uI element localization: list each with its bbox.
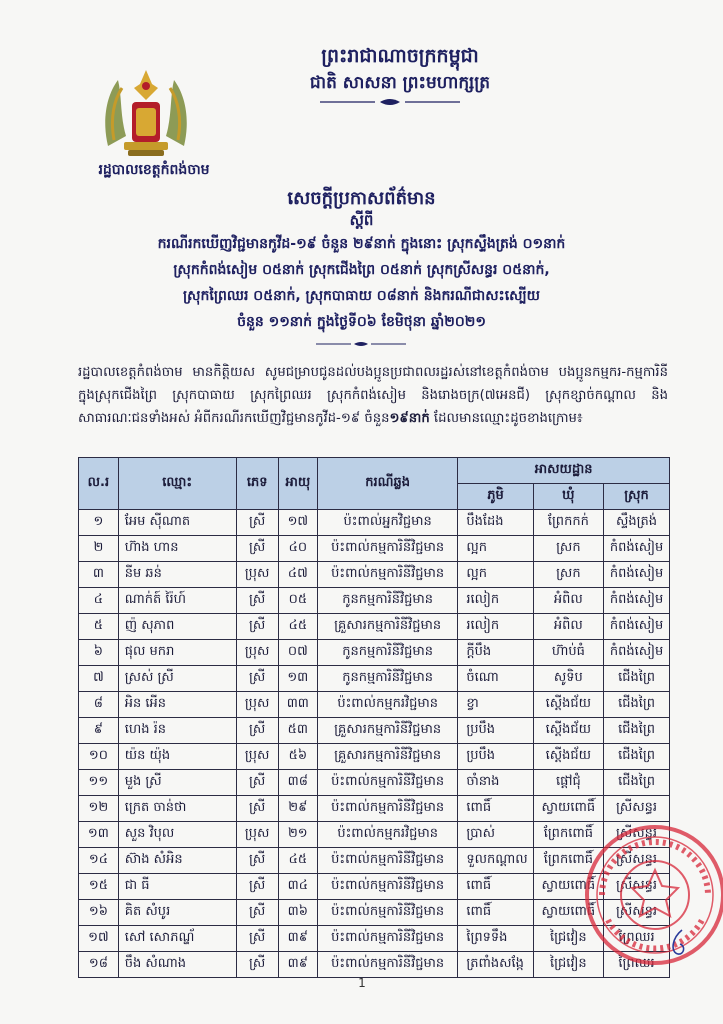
cell-village: ចំណោ (458, 666, 533, 692)
cell-age: ២៩ (278, 796, 317, 822)
cell-sex: ប្រុស (236, 640, 278, 666)
cell-commune: ផ្តៅជុំ (533, 770, 603, 796)
cell-commune: សូទិប (533, 666, 603, 692)
cell-sex: ស្រី (236, 952, 278, 978)
cell-case: ប៉ះពាល់កម្មករវិជ្ជមាន (317, 692, 457, 718)
table-row (79, 744, 670, 770)
header-district: ស្រុក (604, 484, 670, 510)
cell-no: ៩ (79, 718, 119, 744)
cell-commune: ស្រក (533, 562, 603, 588)
issuing-authority: រដ្ឋបាលខេត្តកំពង់ចាម (98, 162, 210, 178)
cell-no: ១៣ (79, 822, 119, 848)
cell-case: ប៉ះពាល់កម្មការិនីវិជ្ជមាន (317, 536, 457, 562)
cell-district: កំពង់សៀម (604, 640, 670, 666)
national-motto: ជាតិ សាសនា ព្រះមហាក្សត្រ (309, 73, 491, 93)
header-village: ភូមិ (458, 484, 533, 510)
cell-age: ១៣ (278, 666, 317, 692)
cell-age: ៤៧ (278, 562, 317, 588)
cell-name: គិត សំបូរ (118, 900, 236, 926)
cell-no: ១៦ (79, 900, 119, 926)
intro-paragraph (78, 361, 668, 430)
cell-no: ១០ (79, 744, 119, 770)
cell-age: ៤៥ (278, 614, 317, 640)
cell-district: ស្រីសន្ធរ (604, 874, 670, 900)
cell-age: ៤៥ (278, 848, 317, 874)
cell-village: ពោធិ៍ (458, 900, 533, 926)
cell-village: រលៀក (458, 614, 533, 640)
kingdom-heading: ព្រះរាជាណាចក្រកម្ពុជា (321, 45, 479, 67)
cell-village: ខ្វា (458, 692, 533, 718)
cell-age: ២១ (278, 822, 317, 848)
cell-village: ប្របឹង (458, 718, 533, 744)
cell-commune: អំពិល (533, 614, 603, 640)
cell-commune: អំពិល (533, 588, 603, 614)
cell-commune: ស្រក (533, 536, 603, 562)
cell-commune: ស្វាយពោធិ៍ (533, 874, 603, 900)
table-row (79, 718, 670, 744)
cell-case: ប៉ះពាល់អ្នកវិជ្ជមាន (317, 510, 457, 536)
cell-commune: ស្វាយពោធិ៍ (533, 900, 603, 926)
cell-sex: ប្រុស (236, 744, 278, 770)
cell-village: ប្រាស់ (458, 822, 533, 848)
cell-age: ៣៦ (278, 900, 317, 926)
royal-emblem-icon (98, 66, 194, 160)
cell-name: អែម ស៊ីណាត (118, 510, 236, 536)
cell-age: ១៧ (278, 510, 317, 536)
subject-line: ចំនួន ១១នាក់ ក្នុងថ្ងៃទី០៦ ខែមិថុនា ឆ្នាំ២០២១ (237, 314, 486, 330)
cell-name: ជា ធី (118, 874, 236, 900)
cell-case: គ្រួសារកម្មការិនីវិជ្ជមាន (317, 718, 457, 744)
cell-case: ប៉ះពាល់កម្មការិនីវិជ្ជមាន (317, 848, 457, 874)
cell-name: ញ៉ សុភាព (118, 614, 236, 640)
intro-text-end: ដែលមានឈ្មោះដូចខាងក្រោម៖ (429, 411, 583, 427)
cell-age: ៥៣ (278, 718, 317, 744)
cell-no: ៨ (79, 692, 119, 718)
cell-no: ១១ (79, 770, 119, 796)
cell-no: ១៧ (79, 926, 119, 952)
intro-text: រដ្ឋបាលខេត្តកំពង់ចាម មានកិត្តិយស សូមជម្រាបជូនដល់បងប្អូនប្រជាពលរដ្ឋរស់នៅខេត្តកំពង់ចាម បងប្អូនកម្មករ-កម្មការិនីក្នុងស្រុកជើងព្រៃ ស្រុកបាធាយ ស្រុកព្រៃឈរ ស្រុកកំពង់សៀម និងរោងចក្រ(៧អេនជី) ស្រុកខ្សាច់កណ្តាល និងសាធារណៈជនទាំងអស់ អំពីករណីរកឃើញវិជ្ជមានកូវីដ-១៩ ចំនួន (78, 365, 668, 427)
cell-no: ៣ (79, 562, 119, 588)
cell-village: ពោធិ៍ (458, 874, 533, 900)
header-age: អាយុ (278, 458, 317, 510)
table-row (79, 666, 670, 692)
table-header-row (79, 458, 670, 484)
official-seal-icon (580, 820, 723, 970)
cell-district: ជើងព្រៃ (604, 744, 670, 770)
cell-no: ១៥ (79, 874, 119, 900)
table-row (79, 692, 670, 718)
cell-commune: ព្រែកកក់ (533, 510, 603, 536)
cell-district: ស្រីសន្ធរ (604, 848, 670, 874)
cell-name: មួង ស្រី (118, 770, 236, 796)
header-no: ល.រ (79, 458, 119, 510)
cell-district: ព្រៃឈរ (604, 926, 670, 952)
cell-commune: ស្តើងជ័យ (533, 718, 603, 744)
cell-commune: ហ៊ាប់ធំ (533, 640, 603, 666)
header-address: អាសយដ្ឋាន (458, 458, 670, 484)
cell-age: ៣៨ (278, 770, 317, 796)
cell-case: កូនកម្មការិនីវិជ្ជមាន (317, 640, 457, 666)
cell-age: ០៥ (278, 588, 317, 614)
cell-no: ២ (79, 536, 119, 562)
header-name: ឈ្មោះ (118, 458, 236, 510)
cell-district: កំពង់សៀម (604, 536, 670, 562)
cell-case: ប៉ះពាល់កម្មការិនីវិជ្ជមាន (317, 562, 457, 588)
cell-no: ៦ (79, 640, 119, 666)
cell-sex: ប្រុស (236, 692, 278, 718)
cell-name: ណាក់ត៍ រ៉ៃហ៍ (118, 588, 236, 614)
table-row (79, 614, 670, 640)
signature-mark-icon (668, 928, 690, 958)
cell-district: ជើងព្រៃ (604, 692, 670, 718)
cell-case: ប៉ះពាល់កម្មការិនីវិជ្ជមាន (317, 796, 457, 822)
subject-label: ស្តីពី (349, 211, 374, 229)
cell-district: កំពង់សៀម (604, 562, 670, 588)
cell-village: ប្របឹង (458, 744, 533, 770)
cell-village: ចាំនាង (458, 770, 533, 796)
cell-district: កំពង់សៀម (604, 588, 670, 614)
cell-commune: ស្តើងជ័យ (533, 744, 603, 770)
cell-name: ក្រេត ចាន់ថា (118, 796, 236, 822)
cell-no: ១៨ (79, 952, 119, 978)
cell-name: សៅ សោភណ្ឌ័ (118, 926, 236, 952)
cell-case: កូនកម្មការិនីវិជ្ជមាន (317, 666, 457, 692)
cell-district: ជើងព្រៃ (604, 718, 670, 744)
cell-sex: ស្រី (236, 536, 278, 562)
cell-sex: ស្រី (236, 718, 278, 744)
cell-no: ១ (79, 510, 119, 536)
cell-case: គ្រួសារកម្មការិនីវិជ្ជមាន (317, 744, 457, 770)
intro-count-highlight: ១៩នាក់ (389, 411, 430, 427)
cell-name: ហេង រ៉ន (118, 718, 236, 744)
cell-district: ព្រៃឈរ (604, 952, 670, 978)
cell-no: ១៤ (79, 848, 119, 874)
cell-age: ៣៩ (278, 926, 317, 952)
cell-case: ប៉ះពាល់កម្មការិនីវិជ្ជមាន (317, 770, 457, 796)
cell-case: ប៉ះពាល់កម្មការិនីវិជ្ជមាន (317, 952, 457, 978)
cell-name: សួន វិបុល (118, 822, 236, 848)
cell-commune: ព្រែកពោធិ៍ (533, 848, 603, 874)
cell-no: ៤ (79, 588, 119, 614)
cell-district: ស្រីសន្ធរ (604, 900, 670, 926)
cell-name: ផុល មករា (118, 640, 236, 666)
table-row (79, 562, 670, 588)
cell-name: អិន អើន (118, 692, 236, 718)
cell-commune: ជ្រៃវៀន (533, 926, 603, 952)
header-case: ករណីឆ្លង (317, 458, 457, 510)
cell-age: ៣៩ (278, 952, 317, 978)
table-row (79, 770, 670, 796)
subject-line: ករណីរកឃើញវិជ្ជមានកូវីដ-១៩ ចំនួន ២៩នាក់ ក្នុងនោះ ស្រុកស្ទឹងត្រង់ ០១នាក់ (157, 236, 566, 252)
cell-sex: ស្រី (236, 874, 278, 900)
cell-sex: ស្រី (236, 510, 278, 536)
table-row (79, 588, 670, 614)
cell-case: គ្រួសារកម្មការិនីវិជ្ជមាន (317, 614, 457, 640)
cell-sex: ស្រី (236, 926, 278, 952)
cell-name: ស៊ាង សំអិន (118, 848, 236, 874)
cell-sex: ប្រុស (236, 822, 278, 848)
cell-district: ជើងព្រៃ (604, 666, 670, 692)
cell-village: ក្តីបឹង (458, 640, 533, 666)
cell-village: ព្រៃទទឹង (458, 926, 533, 952)
cell-sex: ស្រី (236, 614, 278, 640)
cell-age: ៥៦ (278, 744, 317, 770)
cell-name: ស្រស់ ស្រី (118, 666, 236, 692)
cell-sex: ស្រី (236, 848, 278, 874)
cell-commune: ជ្រៃវៀន (533, 952, 603, 978)
cell-village: ត្រពាំងសង្កែ (458, 952, 533, 978)
cell-name: នីម ឆន់ (118, 562, 236, 588)
table-row (79, 536, 670, 562)
cell-case: ប៉ះពាល់កម្មការិនីវិជ្ជមាន (317, 900, 457, 926)
cell-name: ចឹង សំណាង (118, 952, 236, 978)
cell-village: ល្អក (458, 562, 533, 588)
cell-case: ប៉ះពាល់កម្មការិនីវិជ្ជមាន (317, 874, 457, 900)
cell-no: ៥ (79, 614, 119, 640)
cell-name: ហ៊ាង ហាន (118, 536, 236, 562)
page-number: 1 (358, 976, 366, 990)
cell-name: យ៉ន យ៉ុង (118, 744, 236, 770)
cell-district: កំពង់សៀម (604, 614, 670, 640)
cell-sex: ស្រី (236, 588, 278, 614)
decorative-divider-icon (316, 340, 406, 348)
cell-commune: ព្រែកពោធិ៍ (533, 822, 603, 848)
cell-case: កូនកម្មការិនីវិជ្ជមាន (317, 588, 457, 614)
cell-age: ៣៣ (278, 692, 317, 718)
cell-case: ប៉ះពាល់កម្មការិនីវិជ្ជមាន (317, 926, 457, 952)
cell-age: ៣៤ (278, 874, 317, 900)
header-sex: ភេទ (236, 458, 278, 510)
cell-village: ល្អក (458, 536, 533, 562)
document-title: សេចក្តីប្រកាសព័ត៌មាន (287, 188, 436, 209)
cell-district: ជើងព្រៃ (604, 770, 670, 796)
cell-village: ទួលកណ្តាល (458, 848, 533, 874)
cell-sex: ប្រុស (236, 562, 278, 588)
table-row (79, 796, 670, 822)
cell-age: ០៧ (278, 640, 317, 666)
cell-age: ៤០ (278, 536, 317, 562)
cell-sex: ស្រី (236, 666, 278, 692)
subject-line: ស្រុកព្រៃឈរ ០៥នាក់, ស្រុកបាធាយ ០៨នាក់ និងករណីជាសះស្បើយ (183, 288, 540, 304)
cell-sex: ស្រី (236, 770, 278, 796)
cell-no: ៧ (79, 666, 119, 692)
cell-commune: ស្វាយពោធិ៍ (533, 796, 603, 822)
table-row (79, 510, 670, 536)
header-commune: ឃុំ (533, 484, 603, 510)
decorative-divider-icon (320, 98, 460, 106)
cell-village: បឹងដែង (458, 510, 533, 536)
cell-district: ស្ទឹងត្រង់ (604, 510, 670, 536)
subject-line: ស្រុកកំពង់សៀម ០៥នាក់ ស្រុកជើងព្រៃ ០៥នាក់ ស្រុកស្រីសន្ធរ ០៥នាក់, (173, 262, 550, 278)
cell-commune: ស្តើងជ័យ (533, 692, 603, 718)
cell-district: ស្រីសន្ធរ (604, 822, 670, 848)
cell-village: រលៀក (458, 588, 533, 614)
table-row (79, 640, 670, 666)
cell-sex: ស្រី (236, 796, 278, 822)
cell-village: ពោធិ៍ (458, 796, 533, 822)
cell-district: ស្រីសន្ធរ (604, 796, 670, 822)
cell-no: ១២ (79, 796, 119, 822)
cell-case: ប៉ះពាល់កម្មករវិជ្ជមាន (317, 822, 457, 848)
cell-sex: ស្រី (236, 900, 278, 926)
